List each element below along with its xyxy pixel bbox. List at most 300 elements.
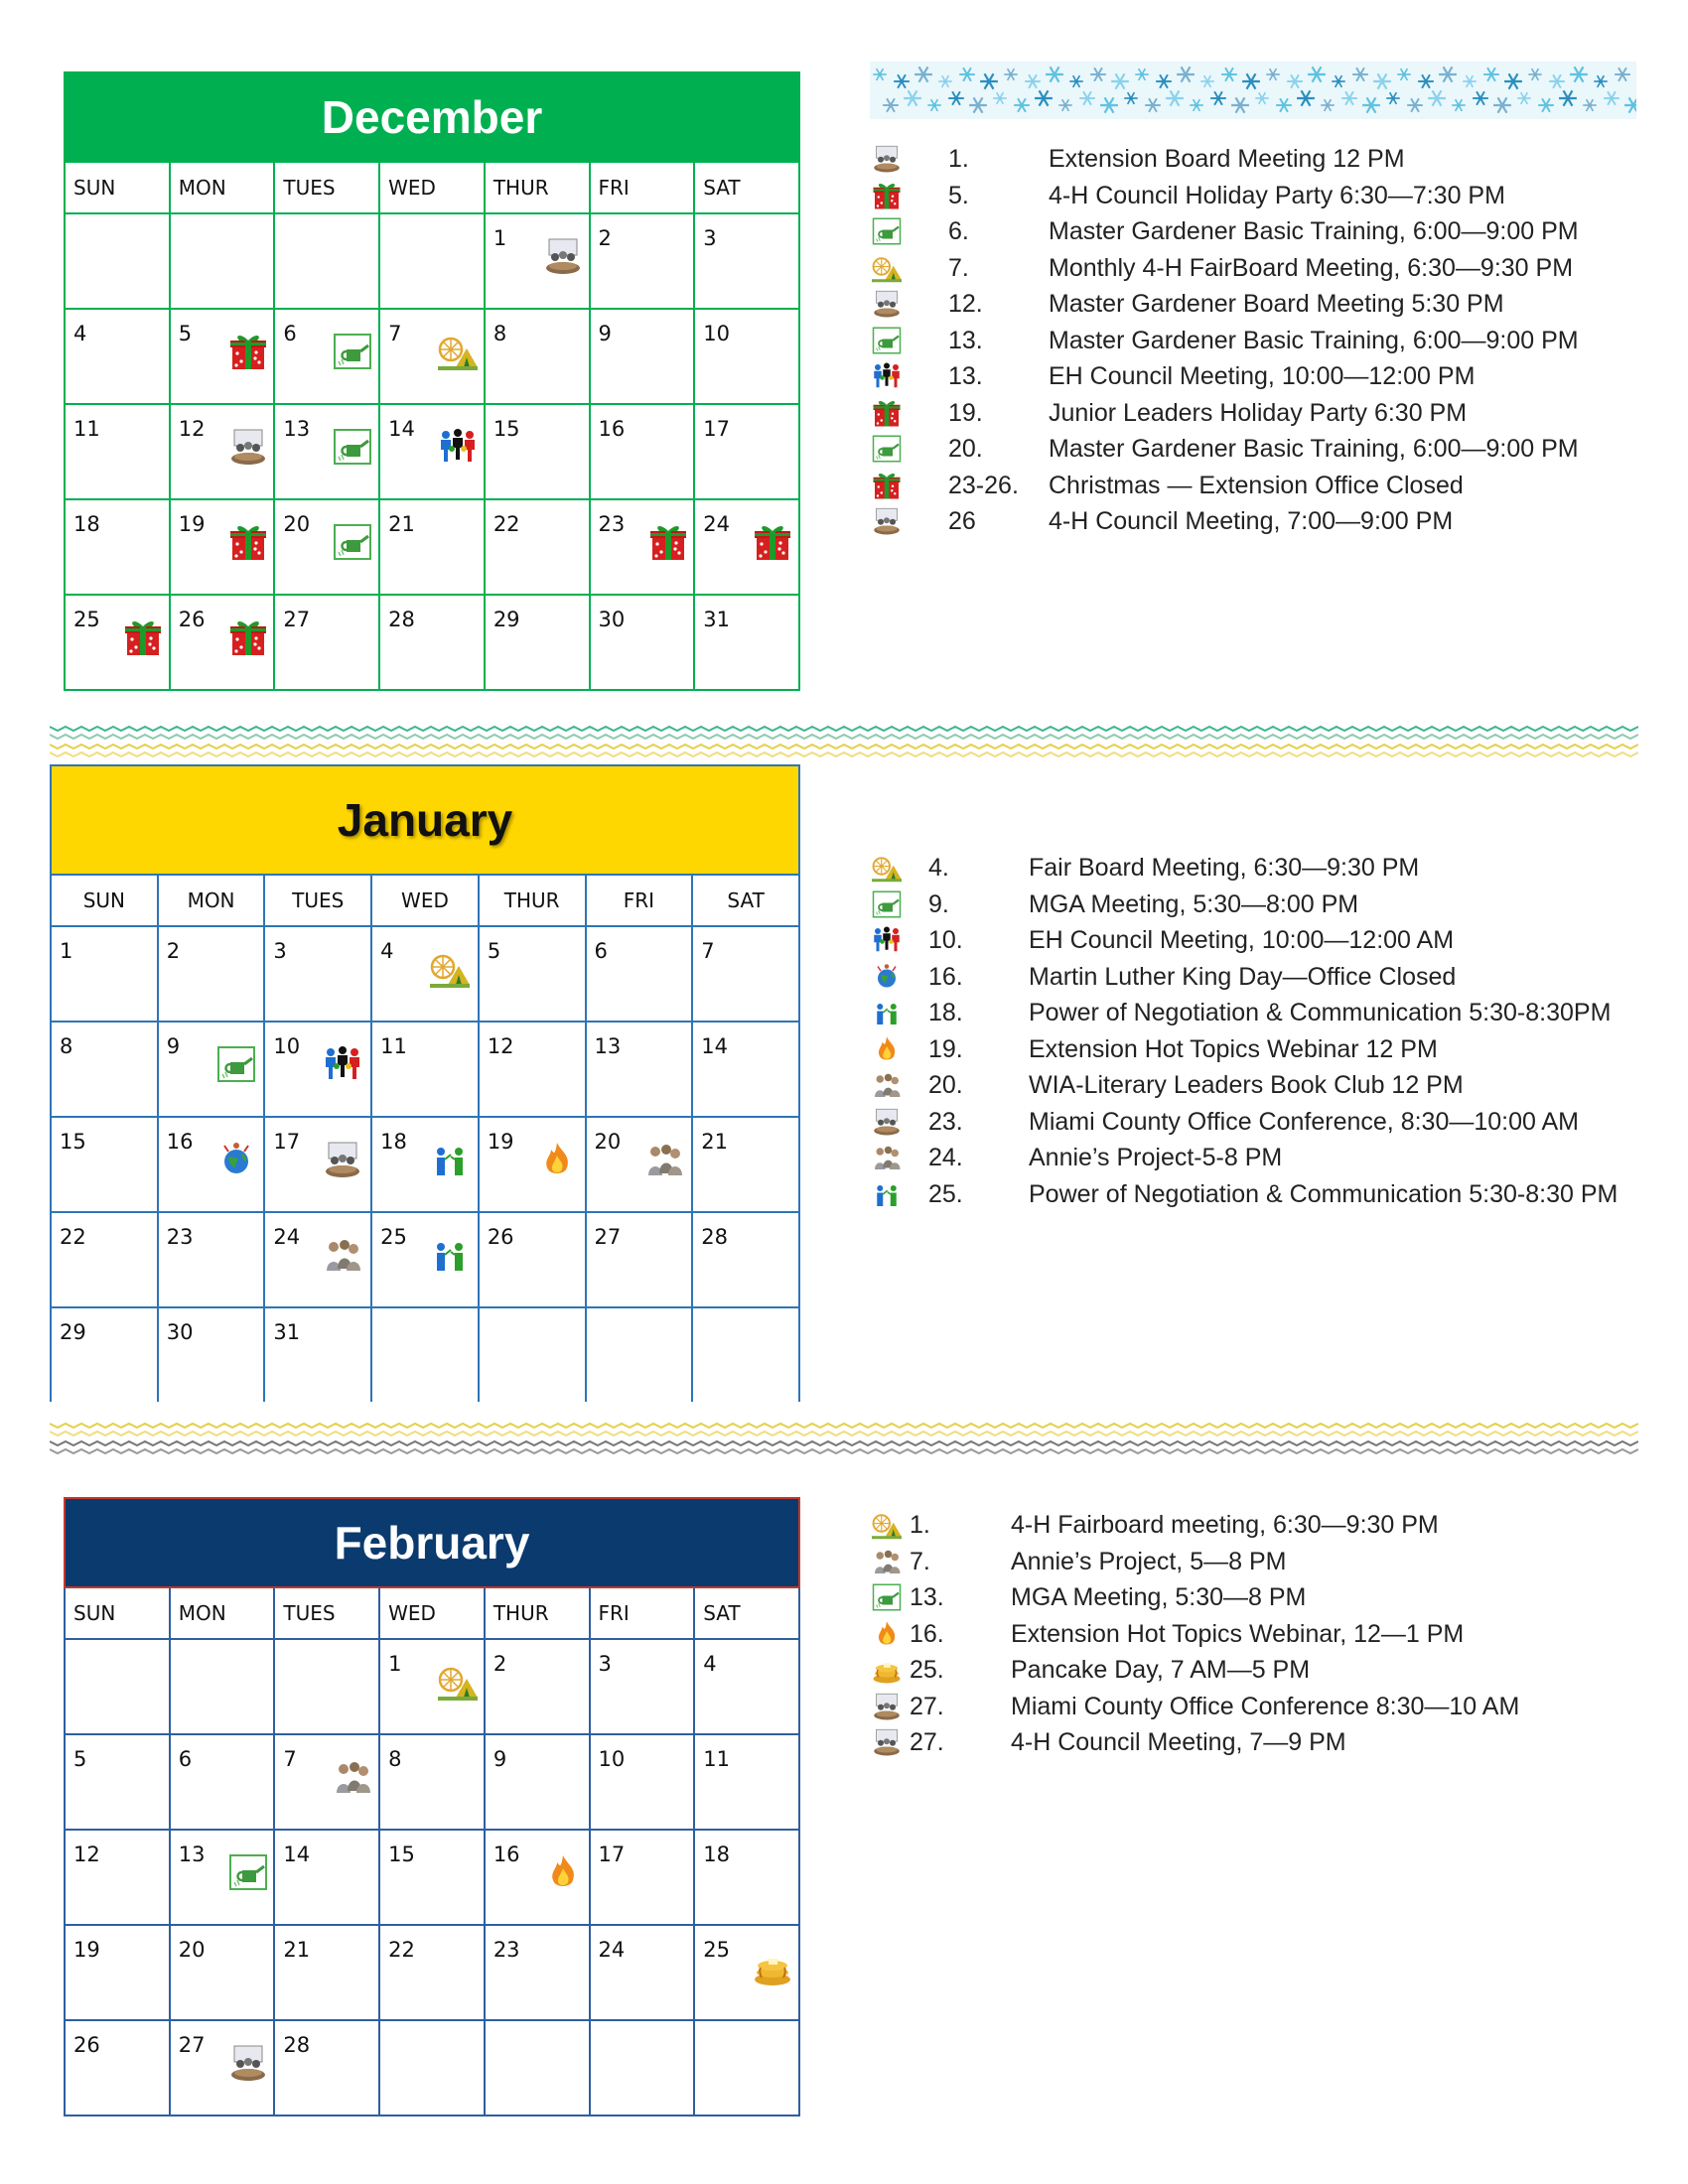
day-cell bbox=[379, 1925, 485, 2020]
group-icon bbox=[323, 1235, 362, 1275]
weekday-header: MON bbox=[158, 875, 265, 926]
day-cell bbox=[692, 1307, 799, 1402]
event-text: WIA-Literary Leaders Book Club 12 PM bbox=[1029, 1071, 1464, 1099]
meeting-icon bbox=[228, 2043, 268, 2083]
day-number: 12 bbox=[487, 1034, 514, 1058]
day-number: 12 bbox=[73, 1843, 100, 1866]
day-cell bbox=[590, 309, 695, 404]
event-date: 27. bbox=[910, 1728, 944, 1756]
day-number: 19 bbox=[73, 1938, 100, 1962]
weekday-header: MON bbox=[170, 1587, 275, 1639]
gift-icon bbox=[753, 522, 792, 562]
event-item bbox=[872, 1616, 1666, 1653]
day-number: 16 bbox=[492, 1843, 520, 1866]
event-text: Master Gardener Basic Training, 6:00—9:00 PM bbox=[1049, 217, 1579, 245]
event-text: Monthly 4-H FairBoard Meeting, 6:30—9:30 PM bbox=[1049, 253, 1574, 282]
day-cell bbox=[590, 1830, 695, 1925]
day-number: 10 bbox=[703, 322, 730, 345]
week-row bbox=[65, 595, 799, 690]
day-cell bbox=[379, 2020, 485, 2116]
day-cell bbox=[379, 1734, 485, 1830]
day-cell bbox=[65, 309, 170, 404]
event-item bbox=[872, 1031, 1666, 1068]
day-number: 22 bbox=[388, 1938, 415, 1962]
event-date: 4. bbox=[928, 854, 949, 882]
day-number: 5 bbox=[487, 939, 501, 963]
event-text: Martin Luther King Day—Office Closed bbox=[1029, 962, 1457, 991]
event-item bbox=[872, 431, 1666, 468]
weekday-header: WED bbox=[371, 875, 479, 926]
day-cell bbox=[274, 2020, 379, 2116]
garden-icon bbox=[333, 427, 372, 467]
garden-icon bbox=[333, 522, 372, 562]
month-title: December bbox=[65, 72, 799, 162]
event-date: 23. bbox=[928, 1107, 963, 1136]
event-text: 4-H Council Meeting, 7—9 PM bbox=[1011, 1728, 1346, 1756]
day-number: 19 bbox=[178, 512, 206, 536]
day-number: 30 bbox=[166, 1320, 194, 1344]
meeting-icon bbox=[872, 1727, 902, 1757]
day-number: 3 bbox=[703, 226, 717, 250]
meeting-icon bbox=[872, 1692, 902, 1721]
event-date: 20. bbox=[928, 1071, 963, 1099]
day-number: 11 bbox=[73, 417, 100, 441]
globe-icon bbox=[872, 962, 902, 992]
day-number: 16 bbox=[166, 1130, 194, 1154]
day-cell bbox=[694, 1639, 799, 1734]
day-cell bbox=[692, 926, 799, 1022]
event-date: 1. bbox=[948, 145, 969, 173]
day-cell bbox=[371, 1307, 479, 1402]
day-number: 18 bbox=[380, 1130, 407, 1154]
weekday-header: SAT bbox=[694, 162, 799, 213]
day-cell bbox=[65, 2020, 170, 2116]
flame-icon bbox=[872, 1619, 902, 1649]
day-number: 17 bbox=[598, 1843, 626, 1866]
day-number: 18 bbox=[703, 1843, 730, 1866]
gift-icon bbox=[228, 332, 268, 371]
weekday-header: FRI bbox=[590, 162, 695, 213]
meeting-icon bbox=[323, 1140, 362, 1179]
event-text: Miami County Office Conference 8:30—10 AM bbox=[1011, 1692, 1520, 1720]
day-number: 1 bbox=[60, 939, 73, 963]
day-cell bbox=[485, 213, 590, 309]
event-date: 10. bbox=[928, 926, 963, 954]
event-item bbox=[872, 1724, 1666, 1761]
day-cell bbox=[692, 1022, 799, 1117]
day-cell bbox=[274, 309, 379, 404]
day-cell bbox=[274, 1734, 379, 1830]
day-number: 26 bbox=[178, 608, 206, 631]
event-date: 26 bbox=[948, 507, 976, 535]
week-row bbox=[65, 1830, 799, 1925]
day-number: 11 bbox=[703, 1747, 730, 1771]
day-cell bbox=[65, 404, 170, 499]
day-cell bbox=[379, 595, 485, 690]
day-cell bbox=[485, 1925, 590, 2020]
day-cell bbox=[590, 213, 695, 309]
february-calendar bbox=[64, 1497, 800, 2116]
event-date: 16. bbox=[928, 962, 963, 991]
pancake-icon bbox=[753, 1948, 792, 1987]
day-number: 22 bbox=[60, 1225, 86, 1249]
meeting-icon bbox=[872, 506, 902, 536]
day-number: 18 bbox=[73, 512, 100, 536]
weekday-header: THUR bbox=[485, 162, 590, 213]
event-text: 4-H Council Holiday Party 6:30—7:30 PM bbox=[1049, 181, 1505, 209]
month-title: February bbox=[65, 1498, 799, 1587]
day-cell bbox=[158, 1117, 265, 1212]
flame-icon bbox=[872, 1034, 902, 1064]
day-number: 21 bbox=[283, 1938, 311, 1962]
day-cell bbox=[379, 213, 485, 309]
fair-icon bbox=[872, 1510, 902, 1540]
group-icon bbox=[872, 1143, 902, 1172]
garden-icon bbox=[872, 1582, 902, 1612]
day-number: 6 bbox=[178, 1747, 193, 1771]
garden-icon bbox=[872, 326, 902, 355]
day-cell bbox=[158, 1022, 265, 1117]
day-cell bbox=[65, 1830, 170, 1925]
day-cell bbox=[274, 1639, 379, 1734]
day-number: 11 bbox=[380, 1034, 407, 1058]
day-cell bbox=[694, 1925, 799, 2020]
day-number: 21 bbox=[701, 1130, 728, 1154]
day-number: 4 bbox=[73, 322, 87, 345]
fair-icon bbox=[438, 332, 478, 371]
event-date: 12. bbox=[948, 290, 983, 318]
day-cell bbox=[158, 926, 265, 1022]
day-cell bbox=[694, 2020, 799, 2116]
day-cell bbox=[694, 404, 799, 499]
day-cell bbox=[590, 1925, 695, 2020]
event-text: Power of Negotiation & Communication 5:30-8:30PM bbox=[1029, 999, 1612, 1026]
day-number: 24 bbox=[598, 1938, 626, 1962]
event-item bbox=[872, 1104, 1666, 1141]
event-text: Master Gardener Basic Training, 6:00—9:00 PM bbox=[1049, 326, 1579, 354]
day-cell bbox=[379, 309, 485, 404]
weekday-header: TUES bbox=[274, 162, 379, 213]
day-cell bbox=[379, 1830, 485, 1925]
event-item bbox=[872, 323, 1666, 359]
day-number: 3 bbox=[273, 939, 287, 963]
day-number: 7 bbox=[701, 939, 715, 963]
weekday-header: FRI bbox=[590, 1587, 695, 1639]
day-cell bbox=[590, 1734, 695, 1830]
event-date: 19. bbox=[948, 398, 983, 427]
day-number: 6 bbox=[283, 322, 297, 345]
day-number: 31 bbox=[273, 1320, 301, 1344]
day-number: 25 bbox=[380, 1225, 407, 1249]
event-item bbox=[872, 850, 1666, 887]
day-cell bbox=[274, 499, 379, 595]
event-date: 25. bbox=[928, 1179, 963, 1208]
day-number: 2 bbox=[492, 1652, 507, 1676]
day-number: 17 bbox=[703, 417, 730, 441]
day-cell bbox=[379, 499, 485, 595]
day-number: 26 bbox=[73, 2033, 100, 2057]
zigzag-border-bottom bbox=[50, 1418, 1638, 1461]
day-cell bbox=[51, 1022, 158, 1117]
event-item bbox=[872, 1652, 1666, 1689]
event-text: Master Gardener Board Meeting 5:30 PM bbox=[1049, 290, 1504, 318]
day-cell bbox=[479, 1022, 586, 1117]
day-number: 28 bbox=[388, 608, 415, 631]
day-number: 19 bbox=[487, 1130, 514, 1154]
december-events-list bbox=[872, 141, 1666, 540]
gift-icon bbox=[228, 522, 268, 562]
garden-icon bbox=[872, 216, 902, 246]
flame-icon bbox=[537, 1140, 577, 1179]
day-number: 25 bbox=[703, 1938, 730, 1962]
event-item bbox=[872, 887, 1666, 923]
event-item bbox=[872, 503, 1666, 540]
day-cell bbox=[379, 404, 485, 499]
day-cell bbox=[65, 213, 170, 309]
people-icon bbox=[872, 925, 902, 955]
weekday-header: TUES bbox=[274, 1587, 379, 1639]
day-number: 12 bbox=[178, 417, 206, 441]
january-events-list bbox=[872, 850, 1666, 1212]
event-date: 5. bbox=[948, 181, 969, 209]
pancake-icon bbox=[872, 1655, 902, 1685]
day-cell bbox=[586, 926, 693, 1022]
garden-icon bbox=[228, 1852, 268, 1892]
day-number: 27 bbox=[178, 2033, 206, 2057]
day-number: 8 bbox=[60, 1034, 73, 1058]
event-date: 13. bbox=[910, 1583, 944, 1611]
event-text: EH Council Meeting, 10:00—12:00 AM bbox=[1029, 926, 1455, 954]
day-cell bbox=[479, 1212, 586, 1307]
event-text: Power of Negotiation & Communication 5:30-8:30 PM bbox=[1029, 1179, 1618, 1208]
meeting-icon bbox=[872, 289, 902, 319]
event-item bbox=[872, 358, 1666, 395]
day-number: 13 bbox=[178, 1843, 206, 1866]
meeting-icon bbox=[228, 427, 268, 467]
day-cell bbox=[586, 1307, 693, 1402]
weekday-header: FRI bbox=[586, 875, 693, 926]
event-date: 16. bbox=[910, 1619, 944, 1648]
day-cell bbox=[485, 1734, 590, 1830]
event-item bbox=[872, 250, 1666, 287]
day-cell bbox=[590, 499, 695, 595]
event-item bbox=[872, 1067, 1666, 1104]
day-number: 2 bbox=[598, 226, 612, 250]
day-number: 25 bbox=[73, 608, 100, 631]
day-cell bbox=[485, 309, 590, 404]
event-date: 6. bbox=[948, 217, 969, 245]
week-row bbox=[65, 1734, 799, 1830]
day-cell bbox=[65, 595, 170, 690]
day-number: 10 bbox=[273, 1034, 301, 1058]
event-item bbox=[872, 141, 1666, 178]
day-cell bbox=[479, 926, 586, 1022]
event-date: 20. bbox=[948, 435, 983, 463]
week-row bbox=[51, 1307, 799, 1402]
event-item bbox=[872, 1544, 1666, 1580]
day-number: 15 bbox=[60, 1130, 86, 1154]
day-number: 21 bbox=[388, 512, 415, 536]
garden-icon bbox=[216, 1044, 256, 1084]
talk-icon bbox=[872, 1179, 902, 1209]
weekday-header: SAT bbox=[692, 875, 799, 926]
day-cell bbox=[485, 1639, 590, 1734]
day-cell bbox=[694, 595, 799, 690]
group-icon bbox=[872, 1070, 902, 1100]
day-cell bbox=[694, 1734, 799, 1830]
event-text: Extension Hot Topics Webinar, 12—1 PM bbox=[1011, 1619, 1465, 1648]
weekday-header: SUN bbox=[51, 875, 158, 926]
day-cell bbox=[170, 499, 275, 595]
talk-icon bbox=[430, 1235, 470, 1275]
event-text: Fair Board Meeting, 6:30—9:30 PM bbox=[1029, 854, 1420, 882]
weekday-header: SUN bbox=[65, 162, 170, 213]
day-number: 8 bbox=[492, 322, 507, 345]
day-number: 13 bbox=[283, 417, 311, 441]
day-cell bbox=[590, 404, 695, 499]
weekday-header: THUR bbox=[485, 1587, 590, 1639]
event-text: Master Gardener Basic Training, 6:00—9:00 PM bbox=[1049, 435, 1579, 463]
day-number: 23 bbox=[598, 512, 626, 536]
meeting-icon bbox=[872, 144, 902, 174]
day-cell bbox=[586, 1022, 693, 1117]
day-cell bbox=[274, 595, 379, 690]
january-calendar bbox=[50, 764, 800, 1402]
day-number: 7 bbox=[283, 1747, 297, 1771]
day-number: 27 bbox=[594, 1225, 622, 1249]
event-date: 24. bbox=[928, 1144, 963, 1171]
people-icon bbox=[323, 1044, 362, 1084]
gift-icon bbox=[872, 471, 902, 500]
day-cell bbox=[590, 2020, 695, 2116]
group-icon bbox=[333, 1757, 372, 1797]
gift-icon bbox=[872, 398, 902, 428]
day-number: 14 bbox=[701, 1034, 728, 1058]
event-date: 7. bbox=[910, 1547, 930, 1575]
day-cell bbox=[485, 2020, 590, 2116]
event-item bbox=[872, 178, 1666, 214]
day-cell bbox=[170, 404, 275, 499]
day-number: 28 bbox=[283, 2033, 311, 2057]
week-row bbox=[65, 499, 799, 595]
day-cell bbox=[65, 1734, 170, 1830]
day-cell bbox=[274, 404, 379, 499]
event-item bbox=[872, 1507, 1666, 1544]
event-item bbox=[872, 1176, 1666, 1213]
day-number: 23 bbox=[492, 1938, 520, 1962]
day-cell bbox=[158, 1307, 265, 1402]
day-number: 24 bbox=[703, 512, 730, 536]
day-number: 20 bbox=[594, 1130, 622, 1154]
event-item bbox=[872, 213, 1666, 250]
event-text: 4-H Council Meeting, 7:00—9:00 PM bbox=[1049, 507, 1454, 535]
day-cell bbox=[51, 926, 158, 1022]
flame-icon bbox=[543, 1852, 583, 1892]
day-number: 1 bbox=[388, 1652, 402, 1676]
week-row bbox=[65, 213, 799, 309]
event-item bbox=[872, 468, 1666, 504]
day-cell bbox=[371, 1212, 479, 1307]
event-item bbox=[872, 1689, 1666, 1725]
garden-icon bbox=[333, 332, 372, 371]
weekday-header: WED bbox=[379, 1587, 485, 1639]
day-cell bbox=[586, 1212, 693, 1307]
event-date: 7. bbox=[948, 253, 969, 282]
event-item bbox=[872, 1579, 1666, 1616]
day-cell bbox=[692, 1212, 799, 1307]
weekday-header: TUES bbox=[264, 875, 371, 926]
day-cell bbox=[170, 1830, 275, 1925]
day-cell bbox=[170, 309, 275, 404]
week-row bbox=[51, 1117, 799, 1212]
day-number: 17 bbox=[273, 1130, 301, 1154]
fair-icon bbox=[872, 253, 902, 283]
day-cell bbox=[65, 1925, 170, 2020]
event-text: 4-H Fairboard meeting, 6:30—9:30 PM bbox=[1011, 1511, 1439, 1539]
day-cell bbox=[51, 1307, 158, 1402]
week-row bbox=[65, 404, 799, 499]
event-date: 1. bbox=[910, 1511, 930, 1539]
day-cell bbox=[590, 1639, 695, 1734]
day-number: 28 bbox=[701, 1225, 728, 1249]
day-cell bbox=[371, 1022, 479, 1117]
talk-icon bbox=[430, 1140, 470, 1179]
day-cell bbox=[264, 1212, 371, 1307]
event-date: 13. bbox=[948, 326, 983, 354]
day-cell bbox=[694, 1830, 799, 1925]
day-cell bbox=[379, 1639, 485, 1734]
day-number: 14 bbox=[388, 417, 415, 441]
day-cell bbox=[170, 595, 275, 690]
day-cell bbox=[264, 1117, 371, 1212]
event-date: 13. bbox=[948, 362, 983, 390]
day-cell bbox=[274, 1830, 379, 1925]
day-number: 5 bbox=[178, 322, 193, 345]
gift-icon bbox=[228, 617, 268, 657]
weekday-header: WED bbox=[379, 162, 485, 213]
day-number: 23 bbox=[166, 1225, 194, 1249]
day-cell bbox=[170, 1734, 275, 1830]
day-number: 7 bbox=[388, 322, 402, 345]
day-number: 8 bbox=[388, 1747, 402, 1771]
day-number: 29 bbox=[492, 608, 520, 631]
day-number: 24 bbox=[273, 1225, 301, 1249]
day-number: 26 bbox=[487, 1225, 514, 1249]
day-number: 16 bbox=[598, 417, 626, 441]
weekday-header: SUN bbox=[65, 1587, 170, 1639]
weekday-header: MON bbox=[170, 162, 275, 213]
day-cell bbox=[694, 499, 799, 595]
event-text: Christmas — Extension Office Closed bbox=[1049, 471, 1464, 499]
event-text: Miami County Office Conference, 8:30—10:00 AM bbox=[1029, 1107, 1579, 1136]
event-text: Extension Hot Topics Webinar 12 PM bbox=[1029, 1034, 1438, 1063]
day-number: 15 bbox=[388, 1843, 415, 1866]
week-row bbox=[65, 309, 799, 404]
day-cell bbox=[485, 499, 590, 595]
day-number: 6 bbox=[594, 939, 608, 963]
day-number: 10 bbox=[598, 1747, 626, 1771]
month-title: January bbox=[51, 765, 799, 875]
day-number: 20 bbox=[283, 512, 311, 536]
snowflake-border bbox=[870, 62, 1636, 119]
people-icon bbox=[872, 361, 902, 391]
day-number: 1 bbox=[492, 226, 507, 250]
week-row bbox=[51, 926, 799, 1022]
event-item bbox=[872, 995, 1666, 1031]
event-date: 19. bbox=[928, 1034, 963, 1063]
weekday-header: SAT bbox=[694, 1587, 799, 1639]
garden-icon bbox=[872, 434, 902, 464]
